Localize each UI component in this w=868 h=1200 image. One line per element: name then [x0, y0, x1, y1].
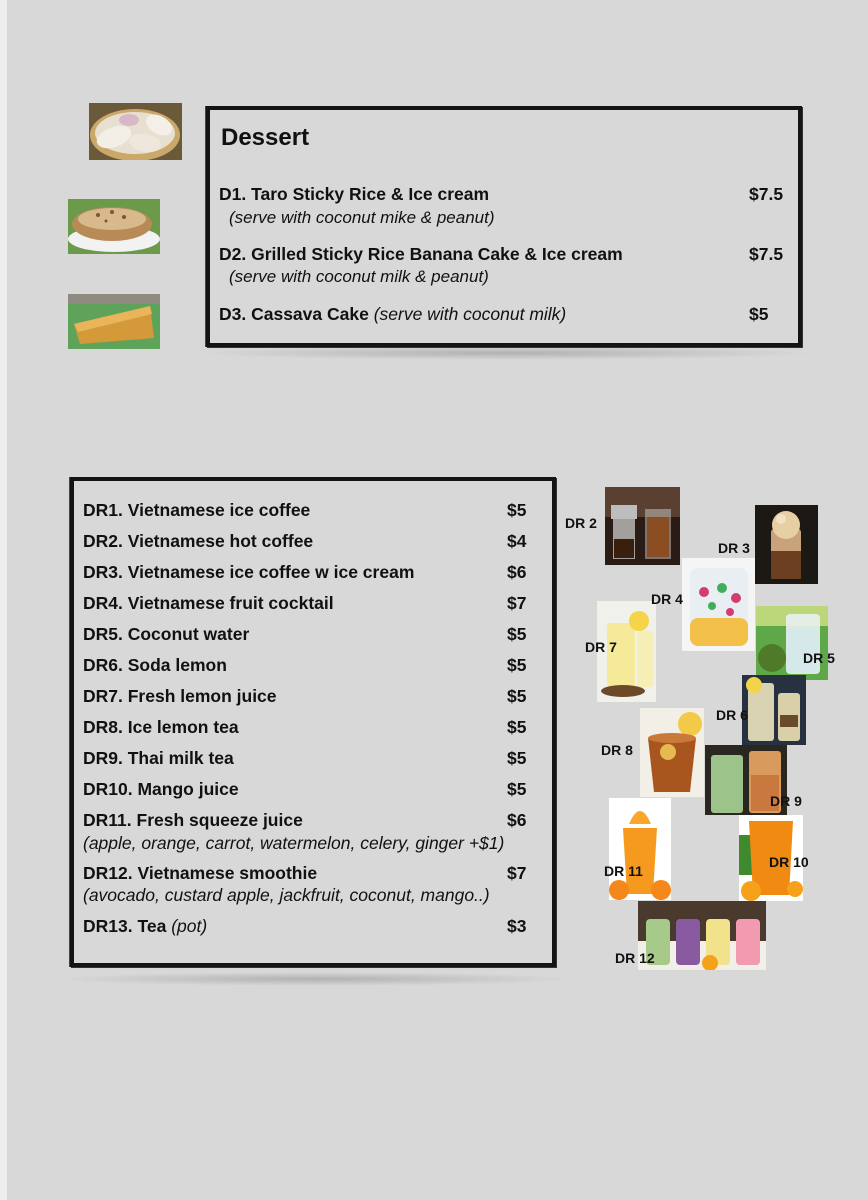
drink-item-price: $6: [507, 562, 527, 582]
drink-item-price: $7: [507, 863, 527, 883]
drink-item-dr11: [83, 810, 303, 831]
drink-item-price: $5: [507, 624, 527, 644]
dr12-smoothie-photo: [638, 901, 766, 970]
drink-item-name: DR8. Ice lemon tea: [83, 717, 239, 737]
dessert-item-price: $7.5: [749, 184, 784, 204]
dessert-title: Dessert: [221, 124, 310, 151]
drink-item-name: DR5. Coconut water: [83, 624, 250, 644]
drink-item-dr4: [83, 593, 334, 614]
drink-item-price: $3: [507, 916, 527, 936]
dr3-coffee-ice-cream-photo: [755, 505, 818, 584]
dr5-label: DR 5: [803, 650, 835, 666]
dr3-label: DR 3: [718, 540, 750, 556]
dessert-item-name: D1. Taro Sticky Rice & Ice cream: [219, 184, 490, 204]
drink-item-note: (avocado, custard apple, jackfruit, coconut, mango..): [83, 885, 490, 905]
banana-cake-photo: [68, 199, 160, 254]
drink-item-name: DR13. Tea: [83, 916, 167, 936]
dessert-box-shadow: [190, 346, 820, 360]
drink-item-dr12: [83, 863, 317, 884]
dr4-fruit-cocktail-photo: [682, 558, 755, 651]
dr2-label: DR 2: [565, 515, 597, 531]
drink-item-dr13: [83, 916, 207, 937]
drink-item-price: $5: [507, 655, 527, 675]
drink-item-dr1: [83, 500, 310, 521]
drink-item-price: $7: [507, 593, 527, 613]
dessert-item-name: D2. Grilled Sticky Rice Banana Cake & Ice cream: [219, 244, 623, 264]
dessert-item-d3: [219, 304, 566, 325]
dessert-item-price: $5: [749, 304, 769, 324]
drink-item-dr8: [83, 717, 239, 738]
drink-item-price: $5: [507, 500, 527, 520]
drink-item-note: (pot): [171, 916, 208, 936]
dr2-hot-coffee-photo: [605, 487, 680, 565]
drink-item-name: DR11. Fresh squeeze juice: [83, 810, 303, 830]
drink-item-dr7: [83, 686, 277, 707]
dessert-item-price: $7.5: [749, 244, 784, 264]
drink-item-name: DR7. Fresh lemon juice: [83, 686, 277, 706]
drink-item-price: $5: [507, 717, 527, 737]
dessert-item-note: (serve with coconut milk & peanut): [229, 267, 489, 286]
dessert-item-name: D3. Cassava Cake: [219, 304, 369, 324]
drink-item-price: $4: [507, 531, 527, 551]
dr5-coconut-water-photo: [756, 606, 828, 680]
dr12-label: DR 12: [615, 950, 655, 966]
dr8-label: DR 8: [601, 742, 633, 758]
drink-item-name: DR2. Vietnamese hot coffee: [83, 531, 314, 551]
dr11-fresh-juice-photo: [609, 798, 671, 900]
drink-item-name: DR10. Mango juice: [83, 779, 239, 799]
drink-item-name: DR9. Thai milk tea: [83, 748, 234, 768]
drink-item-dr9: [83, 748, 234, 769]
drink-item-dr10: [83, 779, 239, 800]
dr6-soda-lemon-photo: [742, 675, 806, 745]
dr6-label: DR 6: [716, 707, 748, 723]
dessert-item-d1: [219, 184, 489, 205]
drink-item-dr2: [83, 531, 313, 552]
page-left-edge: [0, 0, 7, 1200]
drink-item-price: $5: [507, 748, 527, 768]
dessert-item-d2: [219, 244, 623, 265]
drink-item-price: $5: [507, 779, 527, 799]
dr8-lemon-tea-photo: [640, 708, 704, 797]
drinks-menu-box: [70, 477, 556, 967]
dr7-label: DR 7: [585, 639, 617, 655]
dessert-menu-box: [206, 106, 802, 347]
drink-item-dr3: [83, 562, 414, 583]
drink-item-dr5: [83, 624, 249, 645]
dr11-label: DR 11: [604, 863, 643, 879]
dr4-label: DR 4: [651, 591, 683, 607]
dessert-item-note: (serve with coconut milk): [373, 304, 567, 324]
drink-item-price: $5: [507, 686, 527, 706]
drink-item-name: DR3. Vietnamese ice coffee w ice cream: [83, 562, 415, 582]
drink-item-note: (apple, orange, carrot, watermelon, celery, ginger +$1): [83, 833, 505, 853]
dr9-label: DR 9: [770, 793, 802, 809]
dessert-item-note: (serve with coconut mike & peanut): [229, 208, 495, 227]
taro-sticky-rice-photo: [89, 103, 182, 160]
drink-item-name: DR12. Vietnamese smoothie: [83, 863, 318, 883]
cassava-cake-photo: [68, 294, 160, 349]
dr10-label: DR 10: [769, 854, 809, 870]
drinks-box-shadow: [55, 972, 575, 986]
drink-item-name: DR1. Vietnamese ice coffee: [83, 500, 311, 520]
drink-item-name: DR4. Vietnamese fruit cocktail: [83, 593, 334, 613]
drink-item-dr6: [83, 655, 227, 676]
drink-item-name: DR6. Soda lemon: [83, 655, 227, 675]
drink-item-price: $6: [507, 810, 527, 830]
